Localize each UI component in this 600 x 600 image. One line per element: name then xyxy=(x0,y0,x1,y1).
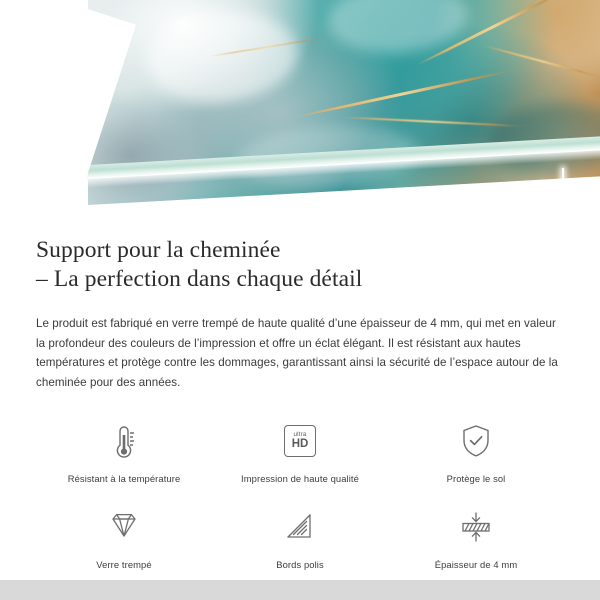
headline-line-2: – La perfection dans chaque détail xyxy=(36,266,363,292)
feature-grid xyxy=(36,418,564,570)
description-paragraph: Le produit est fabriqué en verre trempé de haute qualité d’une épaisseur de 4 mm, qui met en valeur la profondeur des couleurs de l’impression et offre un éclat élégant. Il est résistant aux hautes températures et protège contre les dommages, garantissant ainsi la sécurité de l’espace autour de la cheminée pour des années. xyxy=(36,317,558,389)
feature-label: Bords polis xyxy=(276,559,324,570)
feature-label: Verre trempé xyxy=(96,559,152,570)
page-title xyxy=(36,236,564,294)
feature-item-polished-edges xyxy=(212,504,388,570)
bottom-bar xyxy=(0,580,600,600)
feature-item-print-quality xyxy=(212,418,388,484)
thermometer-icon xyxy=(107,418,141,464)
polished-edges-icon xyxy=(283,504,317,550)
feature-item-floor-protection xyxy=(388,418,564,484)
feature-label: Épaisseur de 4 mm xyxy=(434,559,518,570)
feature-item-thickness xyxy=(388,504,564,570)
badge-top-text: ultra xyxy=(293,430,307,438)
diamond-icon xyxy=(104,504,144,550)
badge-main-text: HD xyxy=(291,437,309,450)
shield-check-icon xyxy=(459,418,493,464)
ink-wisp xyxy=(148,8,298,106)
feature-label: Impression de haute qualité xyxy=(241,473,359,484)
feature-item-temperature-resistant xyxy=(36,418,212,484)
feature-item-tempered-glass xyxy=(36,504,212,570)
ultra-hd-badge-icon xyxy=(284,418,316,464)
thickness-4mm-icon xyxy=(456,504,496,550)
hero-product-image xyxy=(0,0,600,218)
gold-vein xyxy=(289,68,517,120)
headline-line-1: Support pour la cheminée xyxy=(36,237,281,263)
gold-vein xyxy=(519,0,600,1)
feature-label: Protège le sol xyxy=(446,473,506,484)
description-content xyxy=(0,218,600,570)
feature-label: Résistant à la température xyxy=(67,473,181,484)
